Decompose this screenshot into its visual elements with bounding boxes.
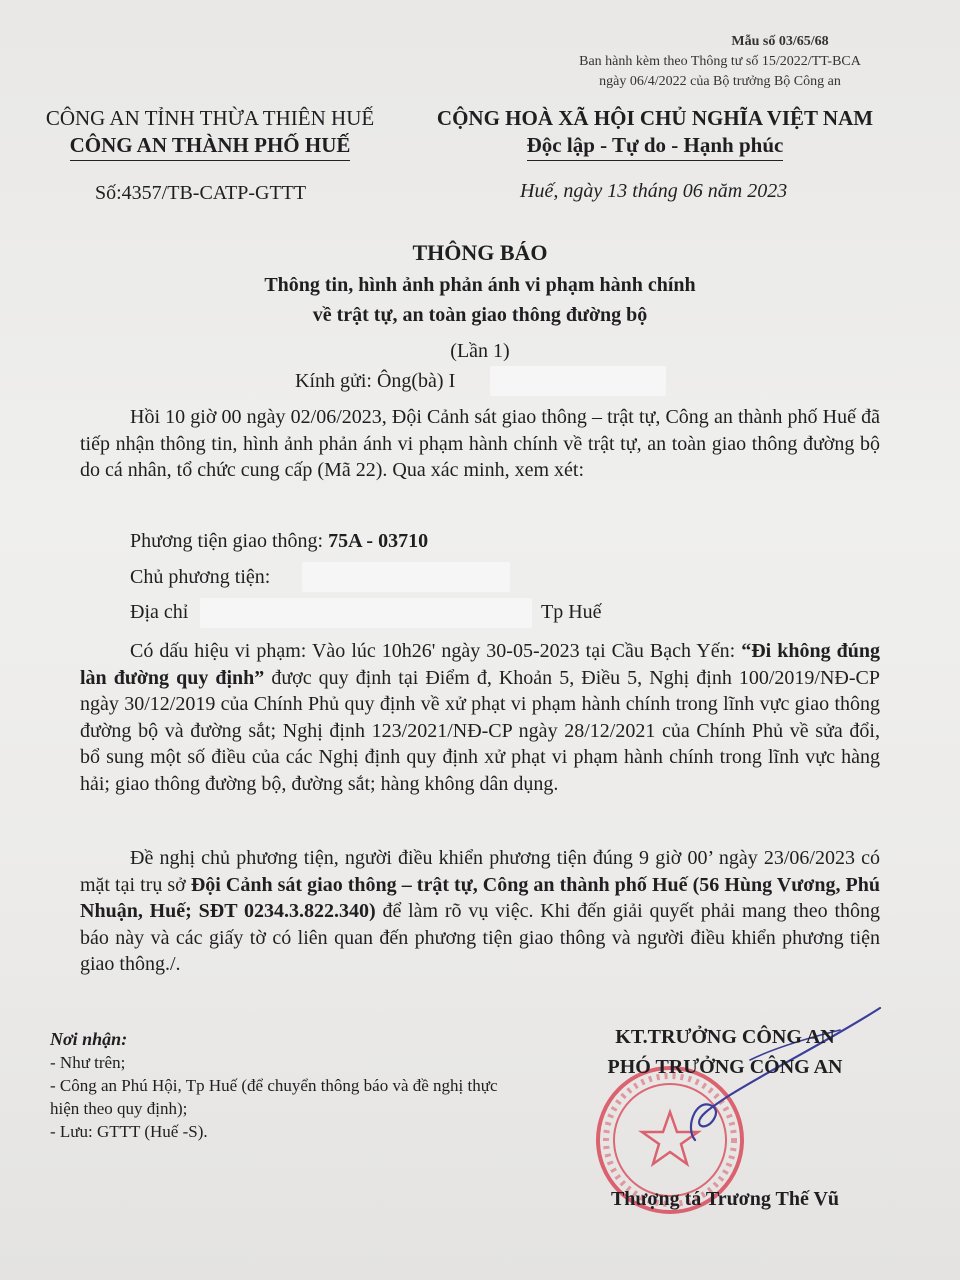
signature-block [560,1022,890,1082]
recipients-heading: Nơi nhận: [50,1029,128,1049]
signer-name: Thượng tá Trương Thế Vũ [610,1188,840,1210]
vehicle-plate: 75A - 03710 [328,530,429,552]
nation-header [410,105,900,161]
doc-subtitle [0,270,960,330]
signature-line-1: KT.TRƯỞNG CÔNG AN [615,1026,835,1048]
greeting [295,370,455,393]
doc-number: Số:4357/TB-CATP-GTTT [95,182,307,204]
request-rest: để làm rõ vụ việc. Khi đến giải quyết phải mang theo thông báo này và các giấy tờ có liên quan đến phương tiện giao thông và người điều khiển phương tiện giao thông./. [80,900,881,975]
owner-line [130,566,270,589]
nation-name: CỘNG HOÀ XÃ HỘI CHỦ NGHĨA VIỆT NAM [436,106,874,130]
owner-label: Chủ phương tiện: [130,566,271,588]
signature-line-2: PHÓ TRƯỞNG CÔNG AN [607,1056,843,1078]
recipients [50,1028,510,1143]
agency-parent: CÔNG AN TỈNH THỪA THIÊN HUẾ [45,106,375,130]
address-label: Địa chỉ [130,601,189,623]
paragraph-violation [80,638,880,797]
address-line [130,601,188,624]
violation-rest: được quy định tại Điểm đ, Khoản 5, Điều 5, Nghị định 100/2019/NĐ-CP ngày 30/12/2019 của Chính Phủ quy định về xử phạt vi phạm hành chính trong lĩnh vực giao thông đường bộ và đường sắt; Nghị định 123/2021/NĐ-CP ngày 28/12/2021 của Chính Phủ về sửa đổi, bổ sung một số điều của các Nghị định quy định xử phạt vi phạm hành chính trong lĩnh vực hàng hải; giao thông đường bộ, đường sắt; hàng không dân dụng. [80,666,880,795]
doc-round: (Lần 1) [450,340,510,362]
redacted-address [200,598,532,628]
form-issued-with: Ban hành kèm theo Thông tư số 15/2022/TT-BCA [579,54,861,69]
paragraph-request [80,845,880,978]
request-office: Đội Cảnh sát giao thông – trật tự, Công an thành phố Huế (56 Hùng Vương, Phú Nhuận, Huế; SĐT 0234.3.822.340) [80,873,880,922]
nation-motto: Độc lập - Tự do - Hạnh phúc [527,132,784,161]
greeting-text: Kính gửi: Ông(bà) I [295,370,456,392]
subtitle-line-1: Thông tin, hình ảnh phản ánh vi phạm hành chính [264,274,696,296]
paragraph-intro [80,404,880,484]
redacted-name [490,366,666,396]
vehicle-label: Phương tiện giao thông: [130,530,329,552]
recipient-item: - Như trên; [50,1053,126,1072]
form-number: Mẫu số 03/65/68 [731,34,829,49]
subtitle-line-2: về trật tự, an toàn giao thông đường bộ [312,304,648,326]
request-intro: Đề nghị chủ phương tiện, người điều khiển phương tiện đúng 9 giờ 00’ ngày 23/06/2023 có mặt tại trụ sở [80,847,880,896]
redacted-owner [302,562,510,592]
agency-name: CÔNG AN THÀNH PHỐ HUẾ [70,132,351,161]
violation-intro: Có dấu hiệu vi phạm: Vào lúc 10h26' ngày 30-05-2023 tại Cầu Bạch Yến: [130,640,736,662]
agency-header [20,105,400,161]
vehicle-line [130,530,428,553]
place-date: Huế, ngày 13 tháng 06 năm 2023 [520,180,788,202]
form-meta [520,32,920,92]
recipient-item: - Lưu: GTTT (Huế -S). [50,1122,208,1141]
doc-title: THÔNG BÁO [412,240,548,265]
address-city: Tp Huế [541,601,602,623]
recipient-item: - Công an Phú Hội, Tp Huế (để chuyển thông báo và đề nghị thực hiện theo quy định); [50,1076,498,1118]
violation-name: “Đi không đúng làn đường quy định” [80,640,880,689]
paragraph-1: Hồi 10 giờ 00 ngày 02/06/2023, Đội Cảnh sát giao thông – trật tự, Công an thành phố Huế đã tiếp nhận thông tin, hình ảnh phản ánh vi phạm hành chính về trật tự, an toàn giao thông đường bộ do cá nhân, tổ chức cung cấp (Mã 22). Qua xác minh, xem xét: [80,406,880,481]
form-issued-date: ngày 06/4/2022 của Bộ trưởng Bộ Công an [599,74,841,89]
